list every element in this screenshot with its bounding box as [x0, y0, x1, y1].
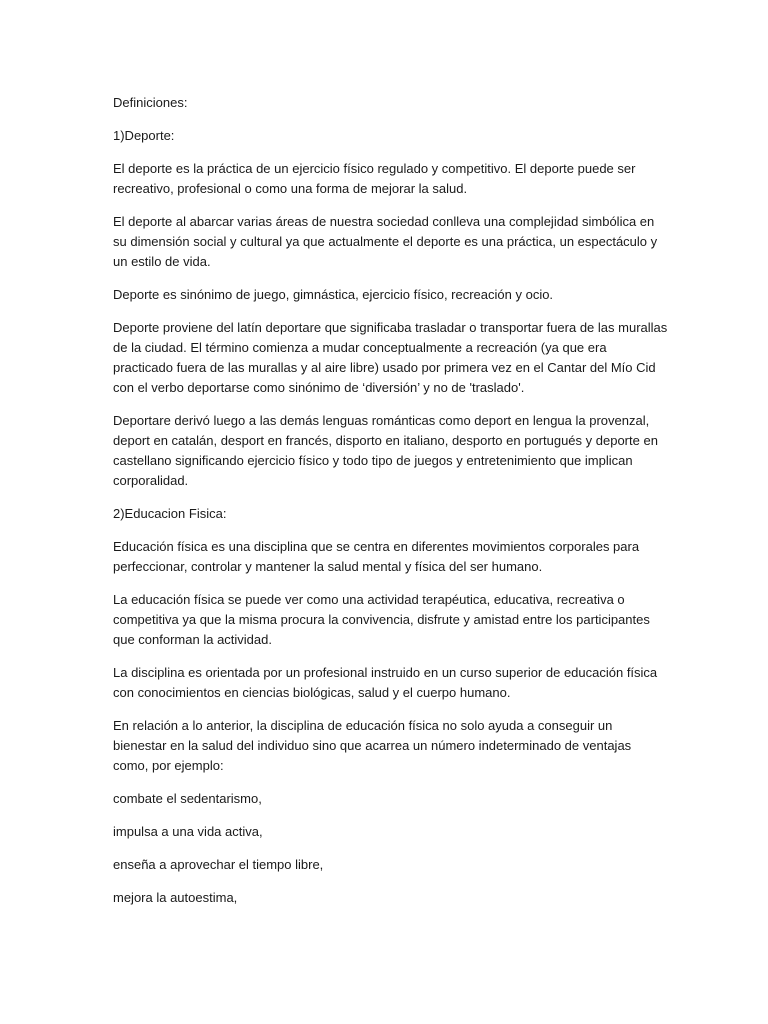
paragraph: La educación física se puede ver como una actividad terapéutica, educativa, recreativa o competitiva ya que la misma procura la convivencia, disfrute y amistad entre los participantes que conforman la actividad.: [113, 592, 650, 647]
paragraph: En relación a lo anterior, la disciplina de educación física no solo ayuda a conseguir un bienestar en la salud del individuo sino que acarrea un número indeterminado de ventajas como, por ejemplo:: [113, 718, 632, 773]
paragraph: Deporte es sinónimo de juego, gimnástica, ejercicio físico, recreación y ocio.: [113, 287, 554, 302]
list-item: combate el sedentarismo,: [113, 791, 262, 806]
list-item: mejora la autoestima,: [113, 890, 238, 905]
paragraph: El deporte es la práctica de un ejercicio físico regulado y competitivo. El deporte puede ser recreativo, profesional o como una forma de mejorar la salud.: [113, 161, 636, 196]
paragraph: Deportare derivó luego a las demás lenguas románticas como deport en lengua la provenzal, deport en catalán, desport en francés, disporto en italiano, desporto en portugués y deporte en castellano significando ejercicio físico y todo tipo de juegos y entretenimiento que implican corporalidad.: [113, 413, 658, 488]
paragraph: Deporte proviene del latín deportare que significaba trasladar o transportar fuera de las murallas de la ciudad. El término comienza a mudar conceptualmente a recreación (ya que era practicado fuera de las murallas y al aire libre) usado por primera vez en el Cantar del Mío Cid con el verbo deportarse como sinónimo de ‘diversión’ y no de 'traslado'.: [113, 320, 668, 395]
paragraph: El deporte al abarcar varias áreas de nuestra sociedad conlleva una complejidad simbólica en su dimensión social y cultural ya que actualmente el deporte es una práctica, un espectáculo y un estilo de vida.: [113, 214, 658, 269]
list-item: impulsa a una vida activa,: [113, 824, 263, 839]
section-heading-educacion-fisica: 2)Educacion Fisica:: [113, 506, 227, 521]
section-heading-deporte: 1)Deporte:: [113, 128, 175, 143]
paragraph: La disciplina es orientada por un profesional instruido en un curso superior de educación física con conocimientos en ciencias biológicas, salud y el cuerpo humano.: [113, 665, 658, 700]
paragraph: Educación física es una disciplina que se centra en diferentes movimientos corporales para perfeccionar, controlar y mantener la salud mental y física del ser humano.: [113, 539, 640, 574]
list-item: enseña a aprovechar el tiempo libre,: [113, 857, 324, 872]
document-title: Definiciones:: [113, 95, 188, 110]
